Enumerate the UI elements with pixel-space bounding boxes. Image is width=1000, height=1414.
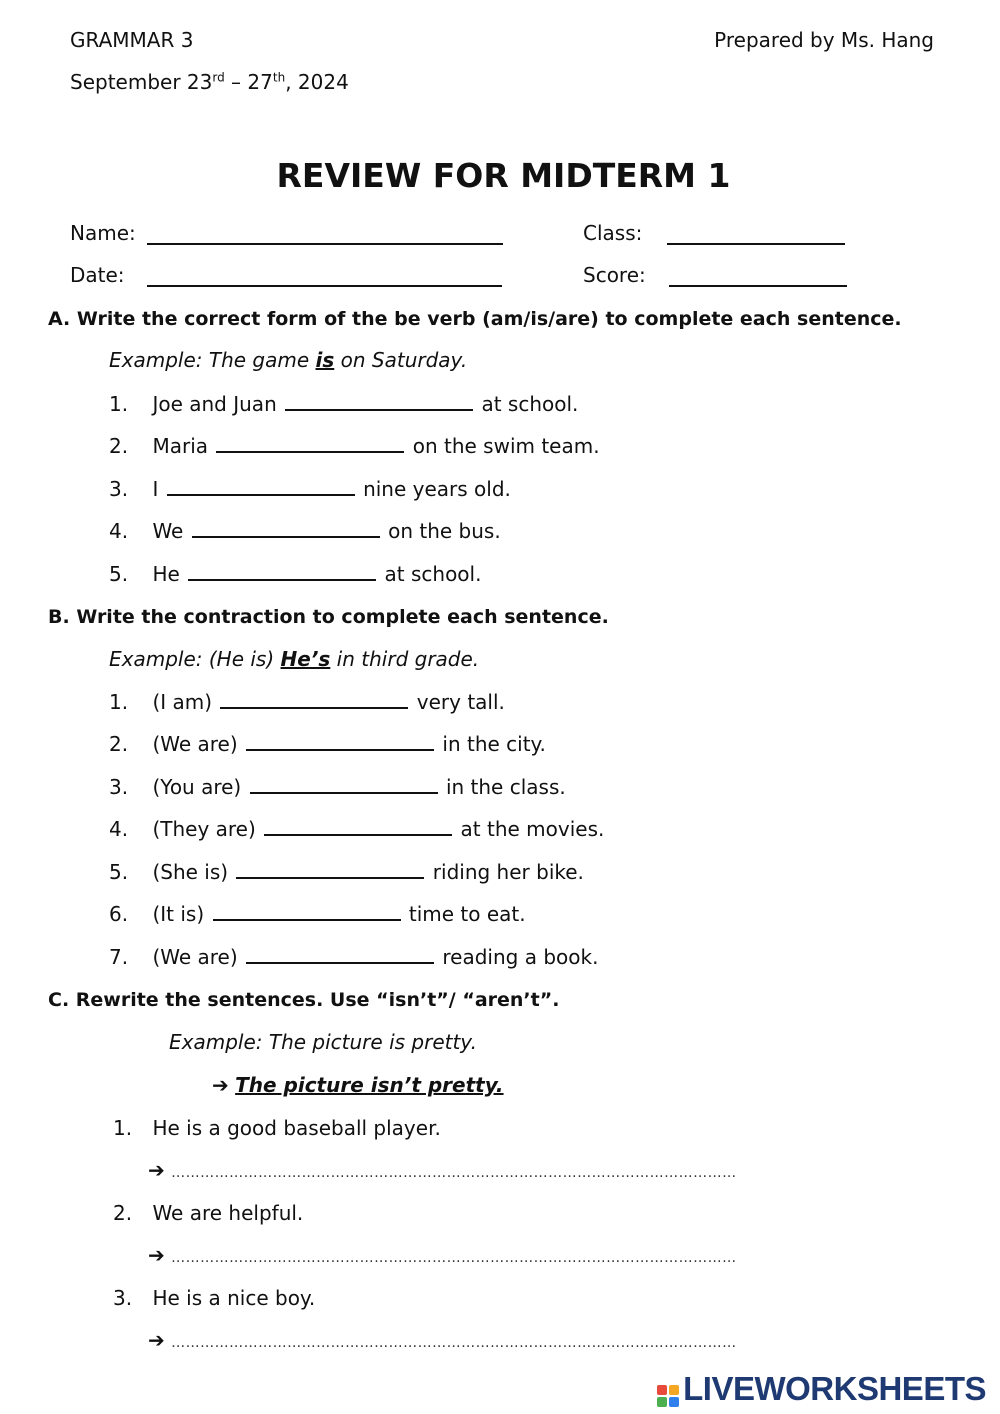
item-number: 5.: [109, 562, 129, 586]
arrow-right-icon: ➔: [212, 1073, 229, 1097]
item-text: Joe and Juan: [152, 392, 277, 416]
item-number: 1.: [113, 1116, 133, 1140]
item-text: reading a book.: [442, 945, 599, 969]
example-answer: He’s: [280, 647, 331, 671]
item-text: in the city.: [442, 732, 546, 756]
item-text: (She is): [152, 860, 229, 884]
item-text: He is a good baseball player.: [152, 1116, 441, 1140]
answer-blank[interactable]: [213, 918, 401, 921]
list-item: [109, 944, 598, 970]
section-c-heading: C. Rewrite the sentences. Use “isn’t”/ “aren’t”.: [48, 989, 560, 1011]
date-end-suffix: th: [272, 70, 286, 85]
rewrite-line[interactable]: [148, 1157, 737, 1186]
arrow-right-icon: ➔: [148, 1158, 165, 1182]
date-year: , 2024: [285, 70, 349, 94]
answer-blank[interactable]: [285, 408, 473, 411]
item-text: He is a nice boy.: [152, 1286, 316, 1310]
item-text: at school.: [481, 392, 579, 416]
item-number: 1.: [109, 392, 129, 416]
date-sep: – 27: [224, 70, 273, 94]
item-number: 5.: [109, 860, 129, 884]
answer-blank[interactable]: [246, 748, 434, 751]
list-item: [109, 859, 584, 885]
item-text: at the movies.: [460, 817, 605, 841]
section-c-example-answer: [212, 1072, 504, 1098]
logo-icon: [657, 1385, 679, 1407]
item-text: (It is): [152, 902, 205, 926]
section-c-example: Example: The picture is pretty.: [169, 1030, 477, 1054]
item-number: 6.: [109, 902, 129, 926]
name-field[interactable]: [147, 243, 503, 245]
dotted-answer-line[interactable]: ………………………………………………………………………………………………………: [171, 1165, 737, 1181]
logo-square: [657, 1385, 667, 1395]
answer-blank[interactable]: [250, 791, 438, 794]
item-number: 4.: [109, 817, 129, 841]
answer-blank[interactable]: [188, 578, 376, 581]
item-text: (We are): [152, 945, 238, 969]
item-text: time to eat.: [408, 902, 526, 926]
dotted-answer-line[interactable]: ………………………………………………………………………………………………………: [171, 1250, 737, 1266]
list-item: [109, 476, 511, 502]
item-text: We: [152, 519, 184, 543]
list-item: [109, 518, 501, 544]
item-number: 3.: [109, 477, 129, 501]
item-text: nine years old.: [363, 477, 511, 501]
item-number: 2.: [113, 1201, 133, 1225]
item-text: on the swim team.: [412, 434, 600, 458]
example-text: in third grade.: [330, 647, 480, 671]
item-text: (You are): [152, 775, 242, 799]
item-text: He: [152, 562, 180, 586]
date-start-suffix: rd: [212, 70, 225, 85]
brand-text: LIVEWORKSHEETS: [683, 1370, 986, 1407]
logo-square: [669, 1385, 679, 1395]
list-item: [109, 816, 604, 842]
page-title: REVIEW FOR MIDTERM 1: [276, 156, 731, 195]
section-a-heading: A. Write the correct form of the be verb (am/is/are) to complete each sentence.: [48, 308, 902, 330]
date-range: [70, 69, 349, 95]
arrow-right-icon: ➔: [148, 1328, 165, 1352]
prepared-by: Prepared by Ms. Hang: [714, 28, 934, 52]
score-label: Score:: [583, 263, 646, 287]
list-item: [109, 561, 481, 587]
example-text: on Saturday.: [334, 348, 468, 372]
list-item: [109, 901, 526, 927]
list-item: [109, 433, 600, 459]
dotted-answer-line[interactable]: ………………………………………………………………………………………………………: [171, 1335, 737, 1351]
answer-blank[interactable]: [264, 833, 452, 836]
item-text: on the bus.: [388, 519, 501, 543]
answer-blank[interactable]: [216, 450, 404, 453]
example-text: Example: (He is): [109, 647, 281, 671]
list-item: [113, 1200, 303, 1226]
list-item: [109, 774, 566, 800]
name-label: Name:: [70, 221, 136, 245]
section-b-example: [109, 646, 479, 672]
item-text: very tall.: [416, 690, 505, 714]
class-label: Class:: [583, 221, 643, 245]
item-number: 4.: [109, 519, 129, 543]
list-item: [109, 391, 578, 417]
example-text: Example: The game: [109, 348, 316, 372]
item-text: riding her bike.: [432, 860, 584, 884]
item-text: We are helpful.: [152, 1201, 304, 1225]
item-number: 3.: [109, 775, 129, 799]
arrow-right-icon: ➔: [148, 1243, 165, 1267]
rewrite-line[interactable]: [148, 1242, 737, 1271]
item-number: 2.: [109, 732, 129, 756]
answer-blank[interactable]: [167, 493, 355, 496]
date-start: September 23: [70, 70, 213, 94]
item-number: 3.: [113, 1286, 133, 1310]
list-item: [109, 731, 546, 757]
logo-square: [657, 1397, 667, 1407]
item-text: in the class.: [445, 775, 566, 799]
item-text: I: [152, 477, 159, 501]
item-text: (They are): [152, 817, 256, 841]
item-number: 7.: [109, 945, 129, 969]
list-item: [113, 1115, 441, 1141]
list-item: [113, 1285, 315, 1311]
date-field[interactable]: [147, 285, 502, 287]
example-answer: is: [315, 348, 335, 372]
item-text: (I am): [152, 690, 213, 714]
item-text: Maria: [152, 434, 208, 458]
answer-blank[interactable]: [220, 706, 408, 709]
answer-blank[interactable]: [192, 535, 380, 538]
item-text: at school.: [384, 562, 482, 586]
course-label: GRAMMAR 3: [70, 28, 194, 52]
item-text: (We are): [152, 732, 238, 756]
item-number: 2.: [109, 434, 129, 458]
logo-square: [669, 1397, 679, 1407]
liveworksheets-logo: [657, 1370, 986, 1408]
rewrite-line[interactable]: [148, 1327, 737, 1356]
date-label: Date:: [70, 263, 125, 287]
answer-blank[interactable]: [236, 876, 424, 879]
section-b-heading: B. Write the contraction to complete each sentence.: [48, 606, 609, 628]
score-field[interactable]: [669, 285, 847, 287]
example-answer: The picture isn’t pretty.: [235, 1073, 504, 1097]
answer-blank[interactable]: [246, 961, 434, 964]
class-field[interactable]: [667, 243, 845, 245]
item-number: 1.: [109, 690, 129, 714]
section-a-example: [109, 347, 467, 373]
list-item: [109, 689, 505, 715]
